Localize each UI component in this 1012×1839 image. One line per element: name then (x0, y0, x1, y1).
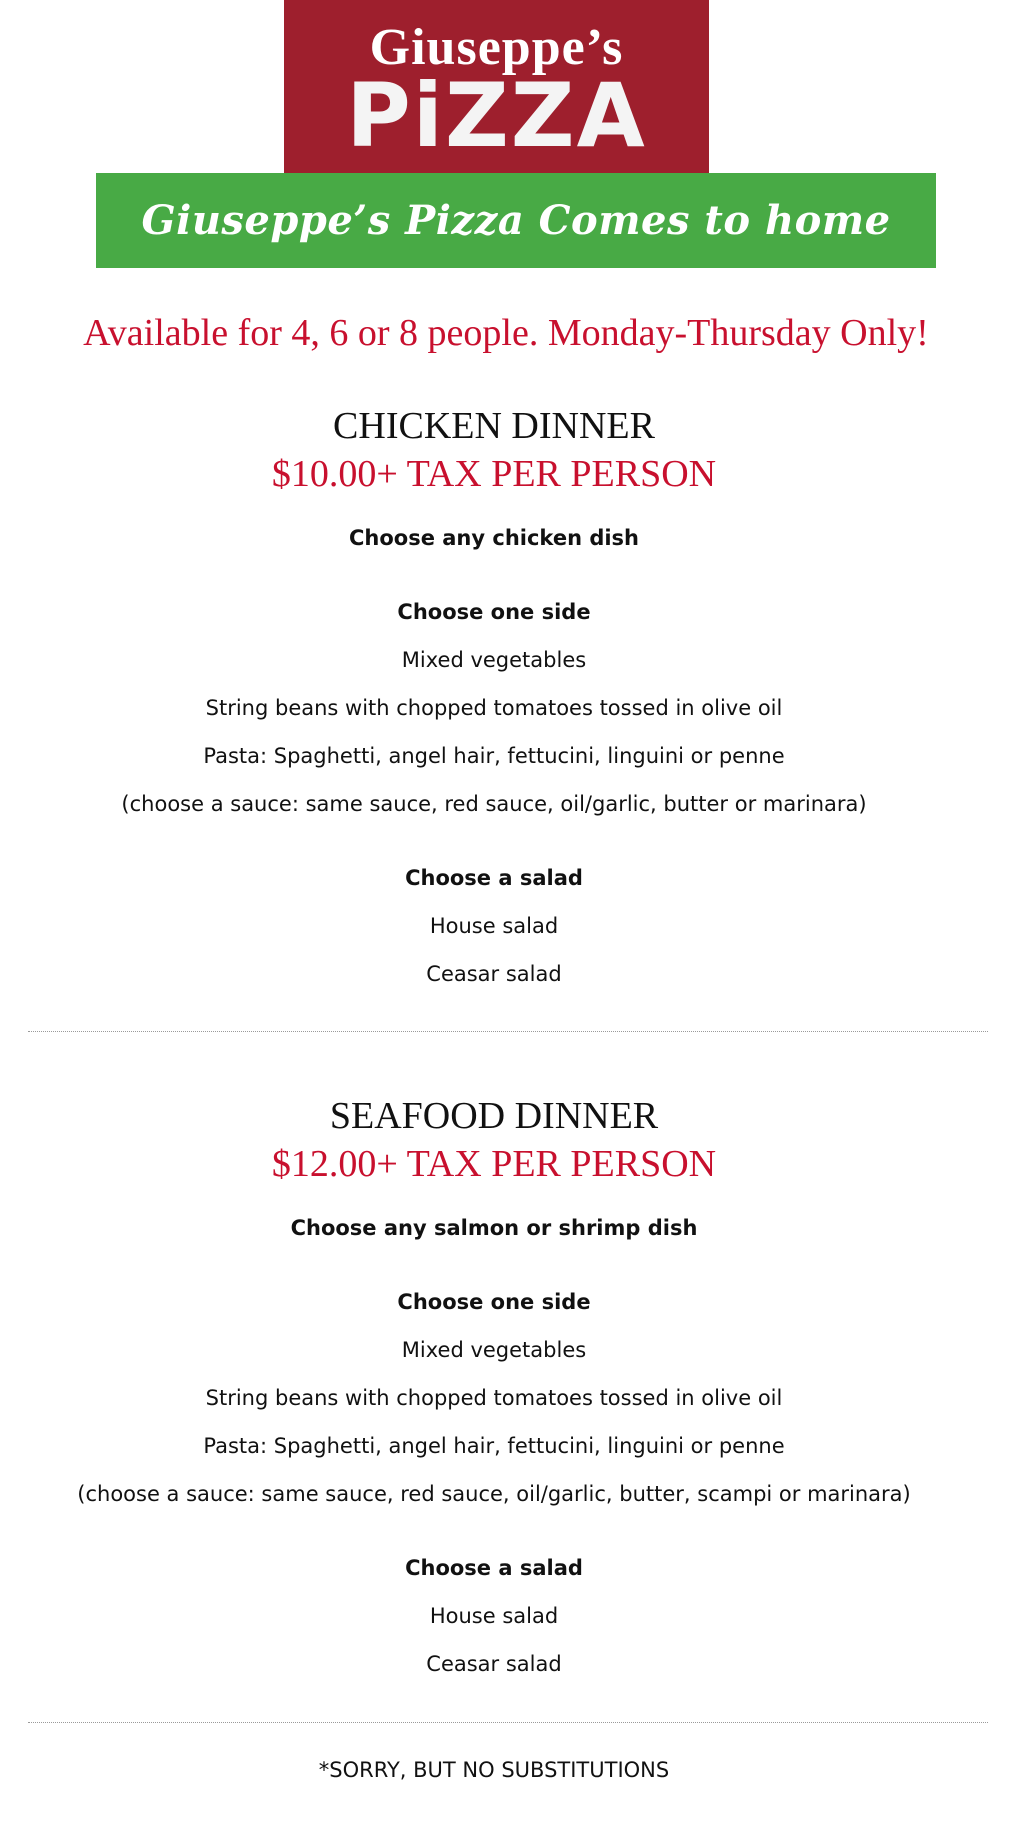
availability-tagline: Available for 4, 6 or 8 people. Monday-Thursday Only! (83, 312, 929, 354)
section-divider (28, 1722, 988, 1723)
section-price: $12.00+ TAX PER PERSON (271, 1143, 717, 1185)
main-dish-heading: Choose any chicken dish (348, 526, 640, 550)
section-divider (28, 1031, 988, 1032)
section-title: CHICKEN DINNER (333, 405, 655, 447)
promo-banner: Giuseppe’s Pizza Comes to home (96, 173, 936, 268)
side-item: String beans with chopped tomatoes tossed in olive oil (205, 1386, 783, 1410)
restaurant-logo[interactable] (284, 0, 709, 173)
seafood-dinner-section (0, 1092, 988, 1688)
section-price: $10.00+ TAX PER PERSON (271, 453, 717, 495)
logo-main-text: PiZZA (346, 64, 647, 167)
main-dish-heading: Choose any salmon or shrimp dish (290, 1216, 698, 1240)
side-item: String beans with chopped tomatoes tossed in olive oil (205, 696, 783, 720)
logo-top-text: Giuseppe’s (369, 19, 624, 76)
side-item: Mixed vegetables (401, 648, 587, 672)
section-title: SEAFOOD DINNER (329, 1095, 659, 1137)
salad-item: Ceasar salad (426, 962, 562, 986)
side-item: (choose a sauce: same sauce, red sauce, oil/garlic, butter or marinara) (121, 792, 867, 816)
side-heading: Choose one side (397, 1290, 591, 1314)
substitution-notice: *SORRY, BUT NO SUBSTITUTIONS (318, 1758, 670, 1782)
side-heading: Choose one side (397, 600, 591, 624)
chicken-dinner-section (0, 402, 988, 998)
side-item: (choose a sauce: same sauce, red sauce, oil/garlic, butter, scampi or marinara) (77, 1482, 911, 1506)
salad-item: House salad (429, 1604, 559, 1628)
side-item: Pasta: Spaghetti, angel hair, fettucini, linguini or penne (203, 1434, 785, 1458)
salad-item: House salad (429, 914, 559, 938)
side-item: Mixed vegetables (401, 1338, 587, 1362)
salad-heading: Choose a salad (405, 1556, 583, 1580)
salad-item: Ceasar salad (426, 1652, 562, 1676)
salad-heading: Choose a salad (405, 866, 583, 890)
side-item: Pasta: Spaghetti, angel hair, fettucini, linguini or penne (203, 744, 785, 768)
